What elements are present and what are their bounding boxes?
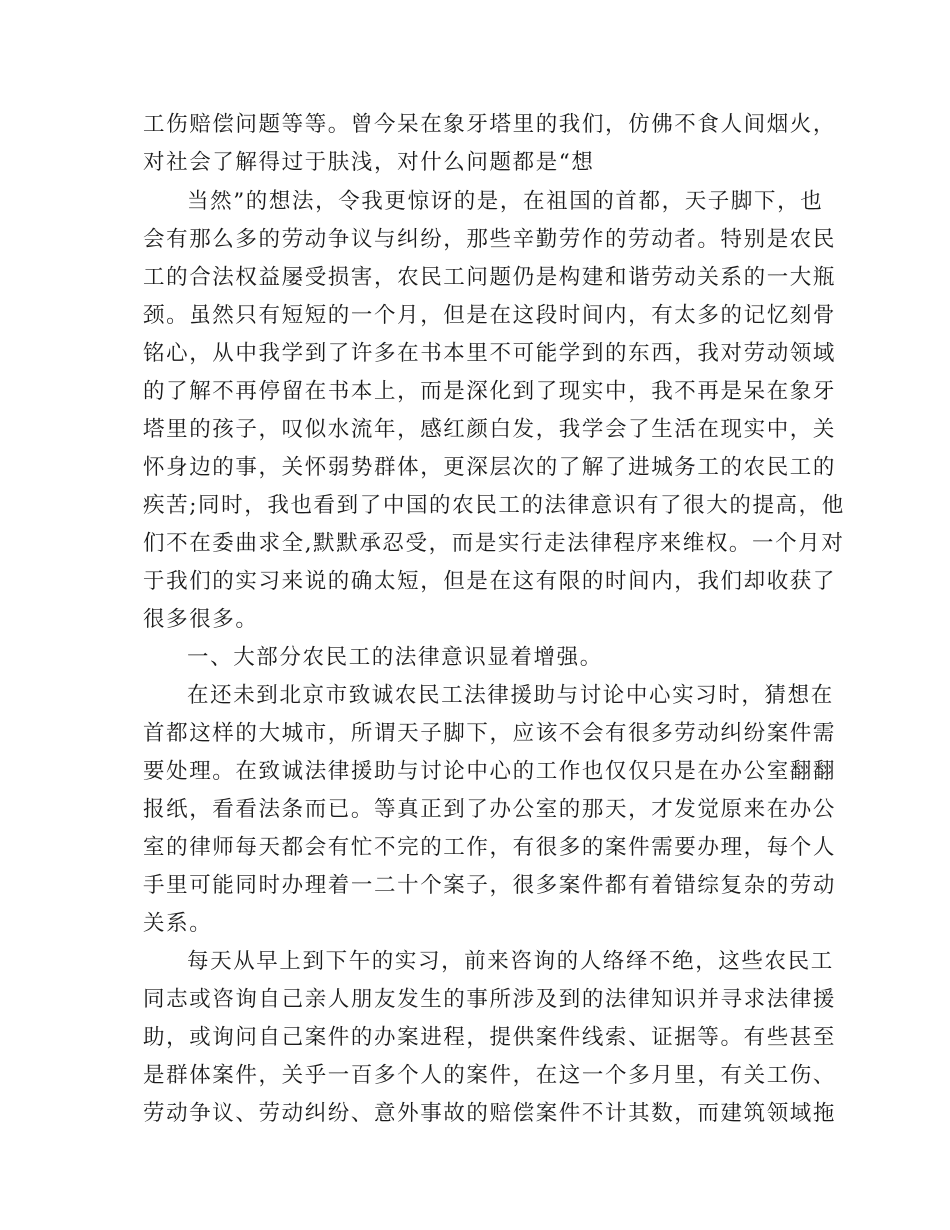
text-line: 疾苦;同时，我也看到了中国的农民工的法律意识有了很大的提高，他 <box>143 493 845 518</box>
text-line: 在还未到北京市致诚农民工法律援助与讨论中心实习时，猜想在 <box>187 683 834 708</box>
text-line: 的了解不再停留在书本上，而是深化到了现实中，我不再是呆在象牙 <box>143 379 837 404</box>
text-line: 报纸，看看法条而已。等真正到了办公室的那天，才发觉原来在办公 <box>143 797 837 822</box>
section-heading: 一、大部分农民工的法律意识显着增强。 <box>187 645 603 670</box>
text-line: 当然”的想法，令我更惊讶的是，在祖国的首都，天子脚下，也 <box>187 189 824 214</box>
text-line: 颈。虽然只有短短的一个月，但是在这段时间内，有太多的记忆刻骨 <box>143 303 837 328</box>
text-line: 同志或咨询自己亲人朋友发生的事所涉及到的法律知识并寻求法律援 <box>143 987 837 1012</box>
text-line: 们不在委曲求全,默默承忍受，而是实行走法律程序来维权。一个月对 <box>143 531 845 556</box>
text-line: 铭心，从中我学到了许多在书本里不可能学到的东西，我对劳动领域 <box>143 341 837 366</box>
text-line: 是群体案件，关乎一百多个人的案件，在这一个多月里，有关工伤、 <box>143 1063 837 1088</box>
text-line: 工的合法权益屡受损害，农民工问题仍是构建和谐劳动关系的一大瓶 <box>143 265 837 290</box>
text-line: 要处理。在致诚法律援助与讨论中心的工作也仅仅只是在办公室翻翻 <box>143 759 837 784</box>
text-line: 每天从早上到下午的实习，前来咨询的人络绎不绝，这些农民工 <box>187 949 834 974</box>
text-line: 关系。 <box>143 911 213 936</box>
text-line: 会有那么多的劳动争议与纠纷，那些辛勤劳作的劳动者。特别是农民 <box>143 227 837 252</box>
text-line: 于我们的实习来说的确太短，但是在这有限的时间内，我们却收获了 <box>143 569 837 594</box>
text-line: 首都这样的大城市，所谓天子脚下，应该不会有很多劳动纠纷案件需 <box>143 721 837 746</box>
text-line: 室的律师每天都会有忙不完的工作，有很多的案件需要办理，每个人 <box>143 835 837 860</box>
text-line: 劳动争议、劳动纠纷、意外事故的赔偿案件不计其数，而建筑领域拖 <box>143 1101 837 1126</box>
text-line: 怀身边的事，关怀弱势群体，更深层次的了解了进城务工的农民工的 <box>143 455 837 480</box>
text-line: 手里可能同时办理着一二十个案子，很多案件都有着错综复杂的劳动 <box>143 873 837 898</box>
text-line: 很多很多。 <box>143 607 259 632</box>
text-line: 塔里的孩子，叹似水流年，感红颜白发，我学会了生活在现实中，关 <box>143 417 837 442</box>
text-line: 工伤赔偿问题等等。曾今呆在象牙塔里的我们，仿佛不食人间烟火， <box>143 112 837 137</box>
text-line: 助，或询问自己案件的办案进程，提供案件线索、证据等。有些甚至 <box>143 1025 837 1050</box>
text-line: 对社会了解得过于肤浅，对什么问题都是“想 <box>143 150 595 175</box>
